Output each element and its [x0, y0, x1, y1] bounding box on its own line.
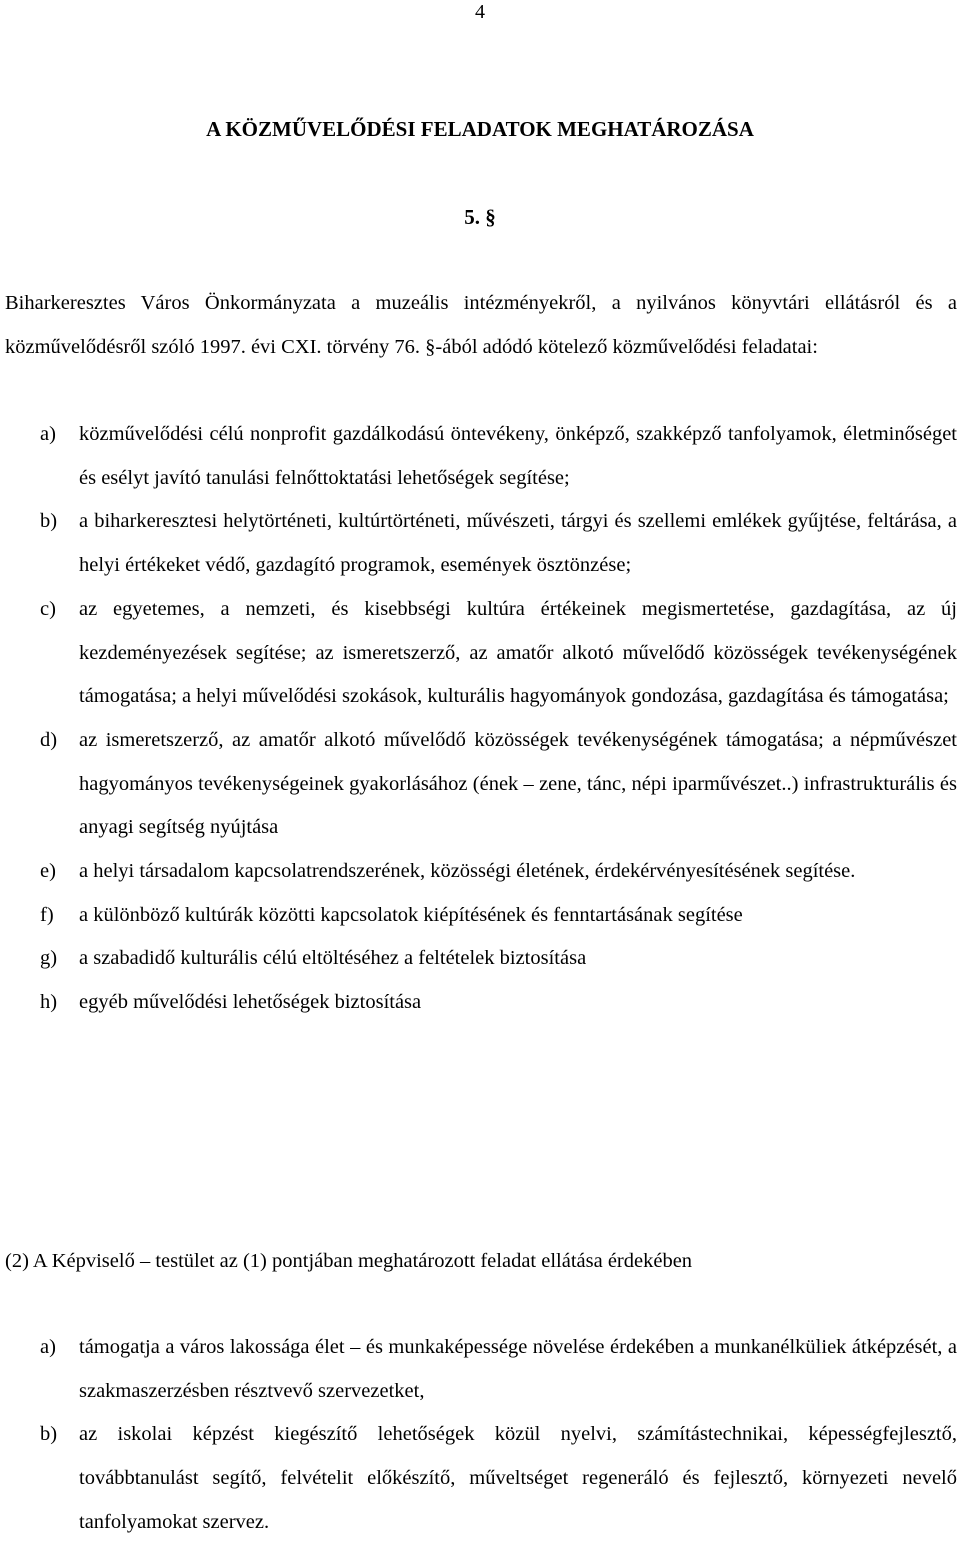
list-item	[0, 937, 957, 981]
list-item-text: a helyi társadalom kapcsolatrendszerének, közösségi életének, érdekérvényesítésének segítése.	[79, 860, 856, 883]
list-item	[0, 1413, 957, 1544]
task-list	[0, 413, 960, 1025]
list-item	[0, 894, 957, 938]
page-number: 4	[475, 1, 485, 23]
list-marker: b)	[40, 510, 58, 533]
list-item	[0, 588, 957, 719]
list-item-text: a szabadidő kulturális célú eltöltéséhez a feltételek biztosítása	[79, 947, 587, 970]
list-item-text: az egyetemes, a nemzeti, és kisebbségi kultúra értékeinek megismertetése, gazdagítása, az új kezdeményezések segítése; az ismeretszerző, az amatőr alkotó művelődő közösségek tevékenységének támogatása; a helyi művelődési szokások, kulturális hagyományok gondozása, gazdagítása és támogatása;	[79, 597, 957, 708]
list-item	[0, 719, 957, 850]
list-marker: a)	[40, 423, 56, 445]
subsection-heading: (2) A Képviselő – testület az (1) pontjában meghatározott feladat ellátása érdekében	[5, 1250, 693, 1272]
list-marker: c)	[40, 597, 56, 620]
list-marker: g)	[40, 947, 58, 970]
list-item	[0, 1326, 957, 1413]
list-marker: d)	[40, 728, 58, 751]
page-title: A KÖZMŰVELŐDÉSI FELADATOK MEGHATÁROZÁSA	[206, 117, 754, 141]
list-marker: a)	[40, 1336, 56, 1358]
intro-paragraph: Biharkeresztes Város Önkormányzata a muzeális intézményekről, a nyilvános könyvtári ellátásról és a közművelődésről szóló 1997. évi CXI. törvény 76. §-ából adódó kötelező közművelődési feladatai:	[5, 292, 957, 358]
list-item-text: a különböző kultúrák közötti kapcsolatok kiépítésének és fenntartásának segítése	[79, 903, 743, 926]
list-item-text: az ismeretszerző, az amatőr alkotó művelődő közösségek tevékenységének támogatása; a népművészet hagyományos tevékenységeinek gyakorlásához (ének – zene, tánc, népi iparművészet..) infrastrukturális és anyagi segítség nyújtása	[79, 728, 957, 839]
list-item-text: az iskolai képzést kiegészítő lehetőségek közül nyelvi, számítástechnikai, képességfejlesztő, továbbtanulást segítő, felvételit előkészítő, műveltséget regeneráló és fejlesztő, környezeti nevelő tanfolyamokat szervez.	[79, 1423, 957, 1533]
list-marker: b)	[40, 1423, 58, 1446]
list-marker: f)	[40, 903, 54, 926]
list-item	[0, 981, 957, 1025]
list-item	[0, 850, 957, 894]
section-number: 5. §	[464, 205, 496, 229]
list-item	[0, 500, 957, 587]
list-item-text: támogatja a város lakossága élet – és munkaképessége növelése érdekében a munkanélküliek átképzését, a szakmaszerzésben résztvevő szervezetket,	[79, 1336, 957, 1402]
list-item-text: közművelődési célú nonprofit gazdálkodású öntevékeny, önképző, szakképző tanfolyamok, életminőséget és esélyt javító tanulási felnőttoktatási lehetőségek segítése;	[79, 423, 957, 489]
measure-list	[0, 1326, 960, 1545]
list-marker: h)	[40, 991, 58, 1014]
list-marker: e)	[40, 860, 56, 883]
list-item-text: a biharkeresztesi helytörténeti, kultúrtörténeti, művészeti, tárgyi és szellemi emlékek gyűjtése, feltárása, a helyi értékeket védő, gazdagító programok, események ösztönzése;	[79, 510, 957, 577]
list-item-text: egyéb művelődési lehetőségek biztosítása	[79, 991, 422, 1014]
list-item	[0, 413, 957, 500]
